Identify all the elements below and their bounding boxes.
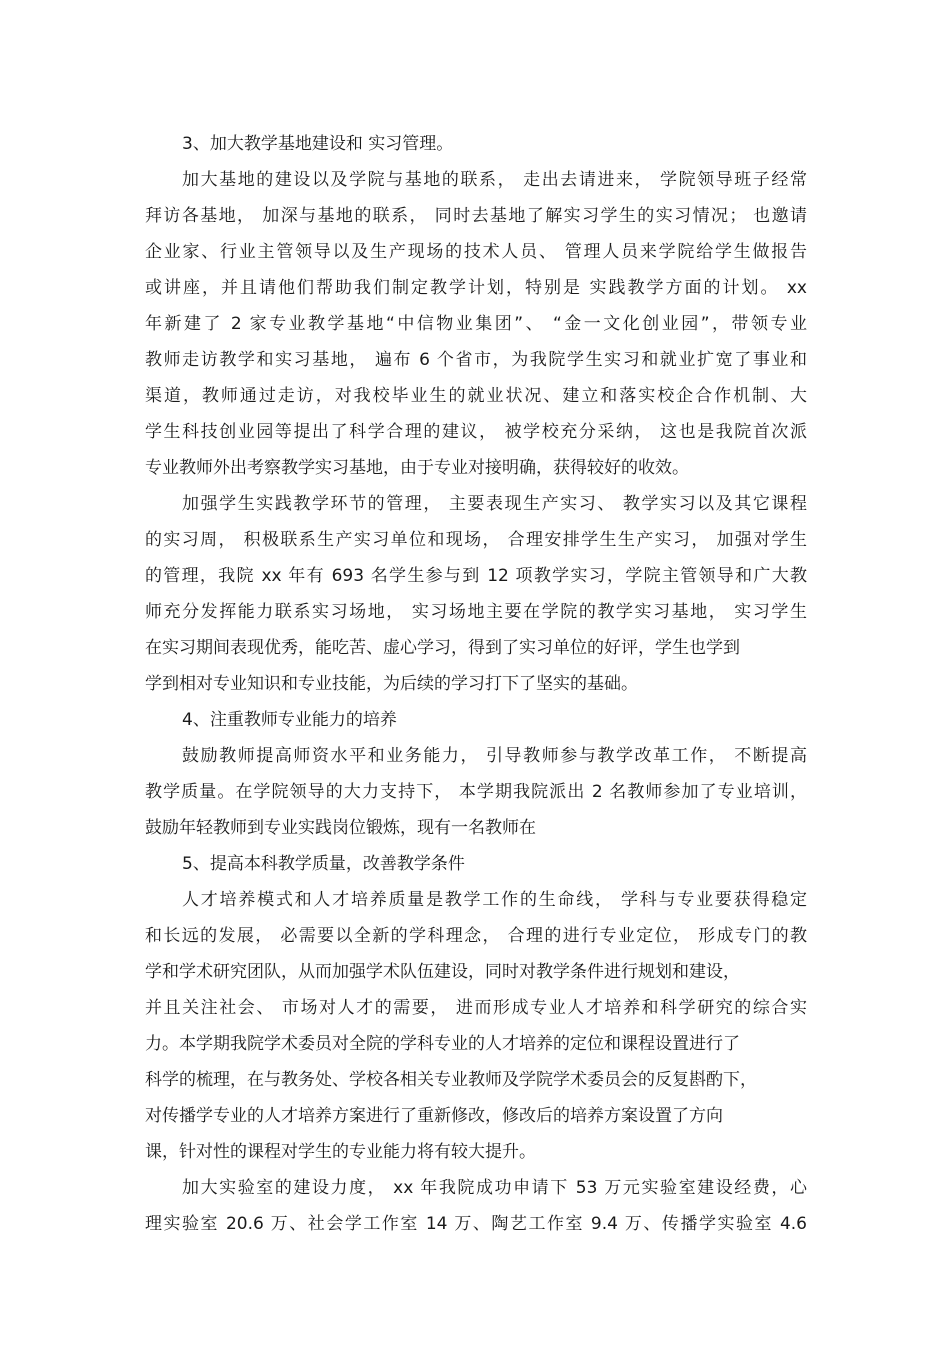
- text-line: 拜访各基地， 加深与基地的联系， 同时去基地了解实习学生的实习情况； 也邀请: [145, 206, 807, 226]
- text-line: 学到相对专业知识和专业技能，为后续的学习打下了坚实的基础。: [145, 674, 638, 694]
- text-line: 力。本学期我院学术委员对全院的学科专业的人才培养的定位和课程设置进行了: [145, 1034, 740, 1054]
- text-line: 并且关注社会、 市场对人才的需要， 进而形成专业人才培养和科学研究的综合实: [145, 998, 807, 1018]
- text-line: 师充分发挥能力联系实习场地， 实习场地主要在学院的教学实习基地， 实习学生: [145, 602, 807, 622]
- text-line: 4、注重教师专业能力的培养: [182, 710, 397, 730]
- text-line: 企业家、行业主管领导以及生产现场的技术人员、 管理人员来学院给学生做报告: [145, 242, 807, 262]
- text-line: 教学质量。在学院领导的大力支持下， 本学期我院派出 2 名教师参加了专业培训，: [145, 782, 807, 802]
- text-line: 的实习周， 积极联系生产实习单位和现场， 合理安排学生生产实习， 加强对学生: [145, 530, 807, 550]
- text-line: 3、加大教学基地建设和 实习管理。: [182, 134, 454, 154]
- text-line: 和长远的发展， 必需要以全新的学科理念， 合理的进行专业定位， 形成专门的教: [145, 926, 807, 946]
- text-line: 渠道，教师通过走访，对我校毕业生的就业状况、建立和落实校企合作机制、大: [145, 386, 807, 406]
- text-line: 加强学生实践教学环节的管理， 主要表现生产实习、 教学实习以及其它课程: [182, 494, 807, 514]
- text-line: 鼓励年轻教师到专业实践岗位锻炼，现有一名教师在: [145, 818, 536, 838]
- text-line: 5、提高本科教学质量，改善教学条件: [182, 854, 465, 874]
- document-body: [145, 126, 807, 1242]
- text-line: 课，针对性的课程对学生的专业能力将有较大提升。: [145, 1142, 536, 1162]
- text-line: 的管理，我院 xx 年有 693 名学生参与到 12 项教学实习，学院主管领导和广大教: [145, 566, 807, 586]
- text-line: 专业教师外出考察教学实习基地，由于专业对接明确，获得较好的收效。: [145, 458, 689, 478]
- text-line: 加大实验室的建设力度， xx 年我院成功申请下 53 万元实验室建设经费，心: [182, 1178, 807, 1198]
- text-line: 教师走访教学和实习基地， 遍布 6 个省市，为我院学生实习和就业扩宽了事业和: [145, 350, 807, 370]
- text-line: 对传播学专业的人才培养方案进行了重新修改，修改后的培养方案设置了方向: [145, 1106, 723, 1126]
- text-line: 科学的梳理，在与教务处、学校各相关专业教师及学院学术委员会的反复斟酌下，: [145, 1070, 757, 1090]
- text-line: 年新建了 2 家专业教学基地“中信物业集团”、 “金一文化创业园”，带领专业: [145, 314, 807, 334]
- text-line: 理实验室 20.6 万、社会学工作室 14 万、陶艺工作室 9.4 万、传播学实验室 4.6: [145, 1214, 807, 1234]
- text-line: 在实习期间表现优秀，能吃苦、虚心学习，得到了实习单位的好评，学生也学到: [145, 638, 740, 658]
- text-line: 或讲座，并且请他们帮助我们制定教学计划，特别是 实践教学方面的计划。 xx: [145, 278, 807, 298]
- text-line: 鼓励教师提高师资水平和业务能力， 引导教师参与教学改革工作， 不断提高: [182, 746, 807, 766]
- text-line: 人才培养模式和人才培养质量是教学工作的生命线， 学科与专业要获得稳定: [182, 890, 807, 910]
- text-line: 学生科技创业园等提出了科学合理的建议， 被学校充分采纳， 这也是我院首次派: [145, 422, 807, 442]
- text-line: 学和学术研究团队，从而加强学术队伍建设，同时对教学条件进行规划和建设，: [145, 962, 740, 982]
- text-line: 加大基地的建设以及学院与基地的联系， 走出去请进来， 学院领导班子经常: [182, 170, 807, 190]
